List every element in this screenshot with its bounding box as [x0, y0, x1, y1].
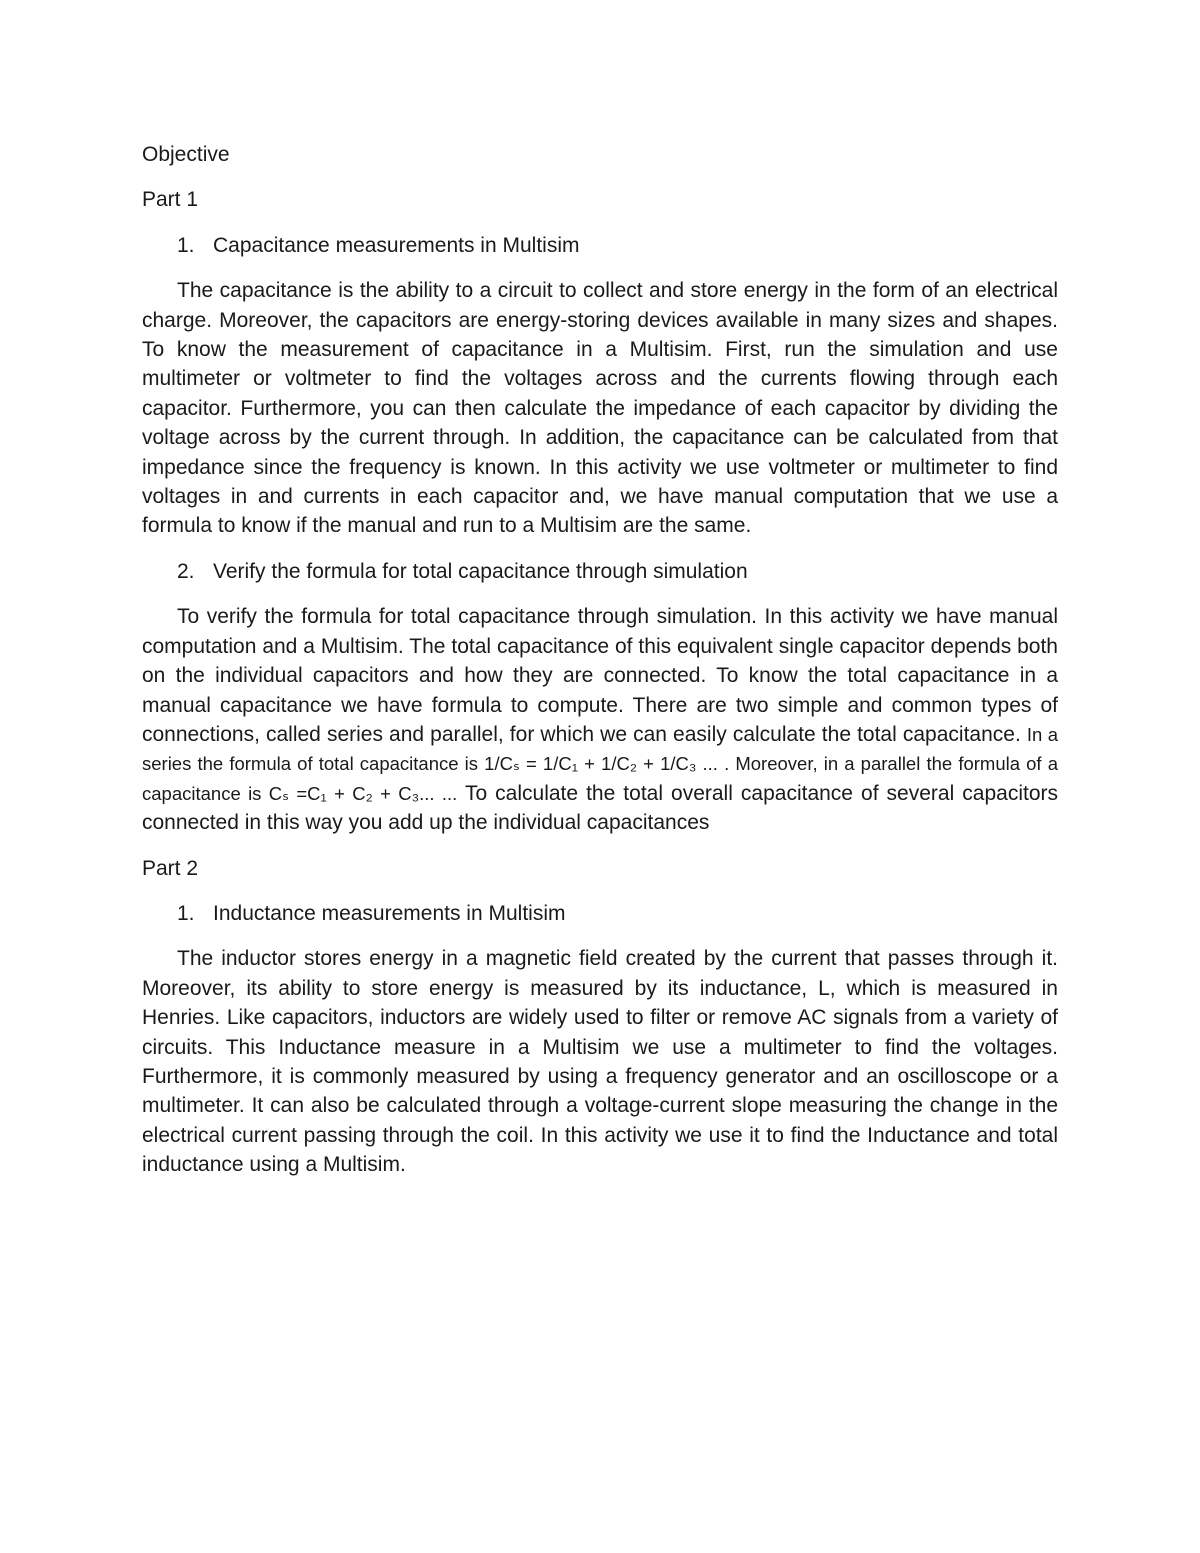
- part2-list-item-1: [177, 899, 1058, 928]
- list-number: 1.: [177, 901, 195, 925]
- part1-list-item-1: [177, 231, 1058, 260]
- capacitance-measurement-paragraph: The capacitance is the ability to a circuit to collect and store energy in the form of an electrical charge. Moreover, the capacitors are energy-storing devices available in many sizes and shapes. To know the measurement of capacitance in a Multisim. First, run the simulation and use multimeter or voltmeter to find the voltages across and the currents flowing through each capacitor. Furthermore, you can then calculate the impedance of each capacitor by dividing the voltage across by the current through. In addition, the capacitance can be calculated from that impedance since the frequency is known. In this activity we use voltmeter or multimeter to find voltages in and currents in each capacitor and, we have manual computation that we use a formula to know if the manual and run to a Multisim are the same.: [142, 279, 1058, 538]
- list-number: 2.: [177, 559, 195, 583]
- list-item-title: Verify the formula for total capacitance through simulation: [213, 559, 748, 583]
- part1-heading: Part 1: [142, 188, 199, 212]
- objective-heading: Objective: [142, 143, 230, 166]
- document-body: [142, 140, 1058, 1196]
- part1-list-item-2: [177, 557, 1058, 586]
- list-number: 1.: [177, 233, 195, 257]
- paragraph-text-start: To verify the formula for total capacitance through simulation. In this activity we have manual computation and a Multisim. The total capacitance of this equivalent single capacitor depends both on the individual capacitors and how they are connected. To know the total capacitance in a manual capacitance we have formula to compute. There are two simple and common types of connections, called series and parallel, for which we can easily calculate the total capacitance.: [142, 605, 1058, 746]
- part2-heading: Part 2: [142, 856, 199, 880]
- inductance-measurement-paragraph: The inductor stores energy in a magnetic field created by the current that passes through it. Moreover, its ability to store energy is measured by its inductance, L, which is measured in Henries. Like capacitors, inductors are widely used to filter or remove AC signals from a variety of circuits. This Inductance measure in a Multisim we use a multimeter to find the voltages. Furthermore, it is commonly measured by using a frequency generator and an oscilloscope or a multimeter. It can also be calculated through a voltage-current slope measuring the change in the electrical current passing through the coil. In this activity we use it to find the Inductance and total inductance using a Multisim.: [142, 947, 1058, 1177]
- total-capacitance-paragraph: [142, 602, 1058, 837]
- paragraph-text-end: To calculate the total overall capacitance of several capacitors connected in this way you add up the individual capacitances: [142, 781, 1058, 835]
- capacitance-formula-text: In a series the formula of total capacitance is 1/Cₛ = 1/C₁ + 1/C₂ + 1/C₃ ... . Moreover, in a parallel the formula of a capacitance is Cₛ =C₁ + C₂ + C₃... ...: [142, 723, 1058, 804]
- list-item-title: Capacitance measurements in Multisim: [213, 233, 580, 257]
- list-item-title: Inductance measurements in Multisim: [213, 901, 566, 925]
